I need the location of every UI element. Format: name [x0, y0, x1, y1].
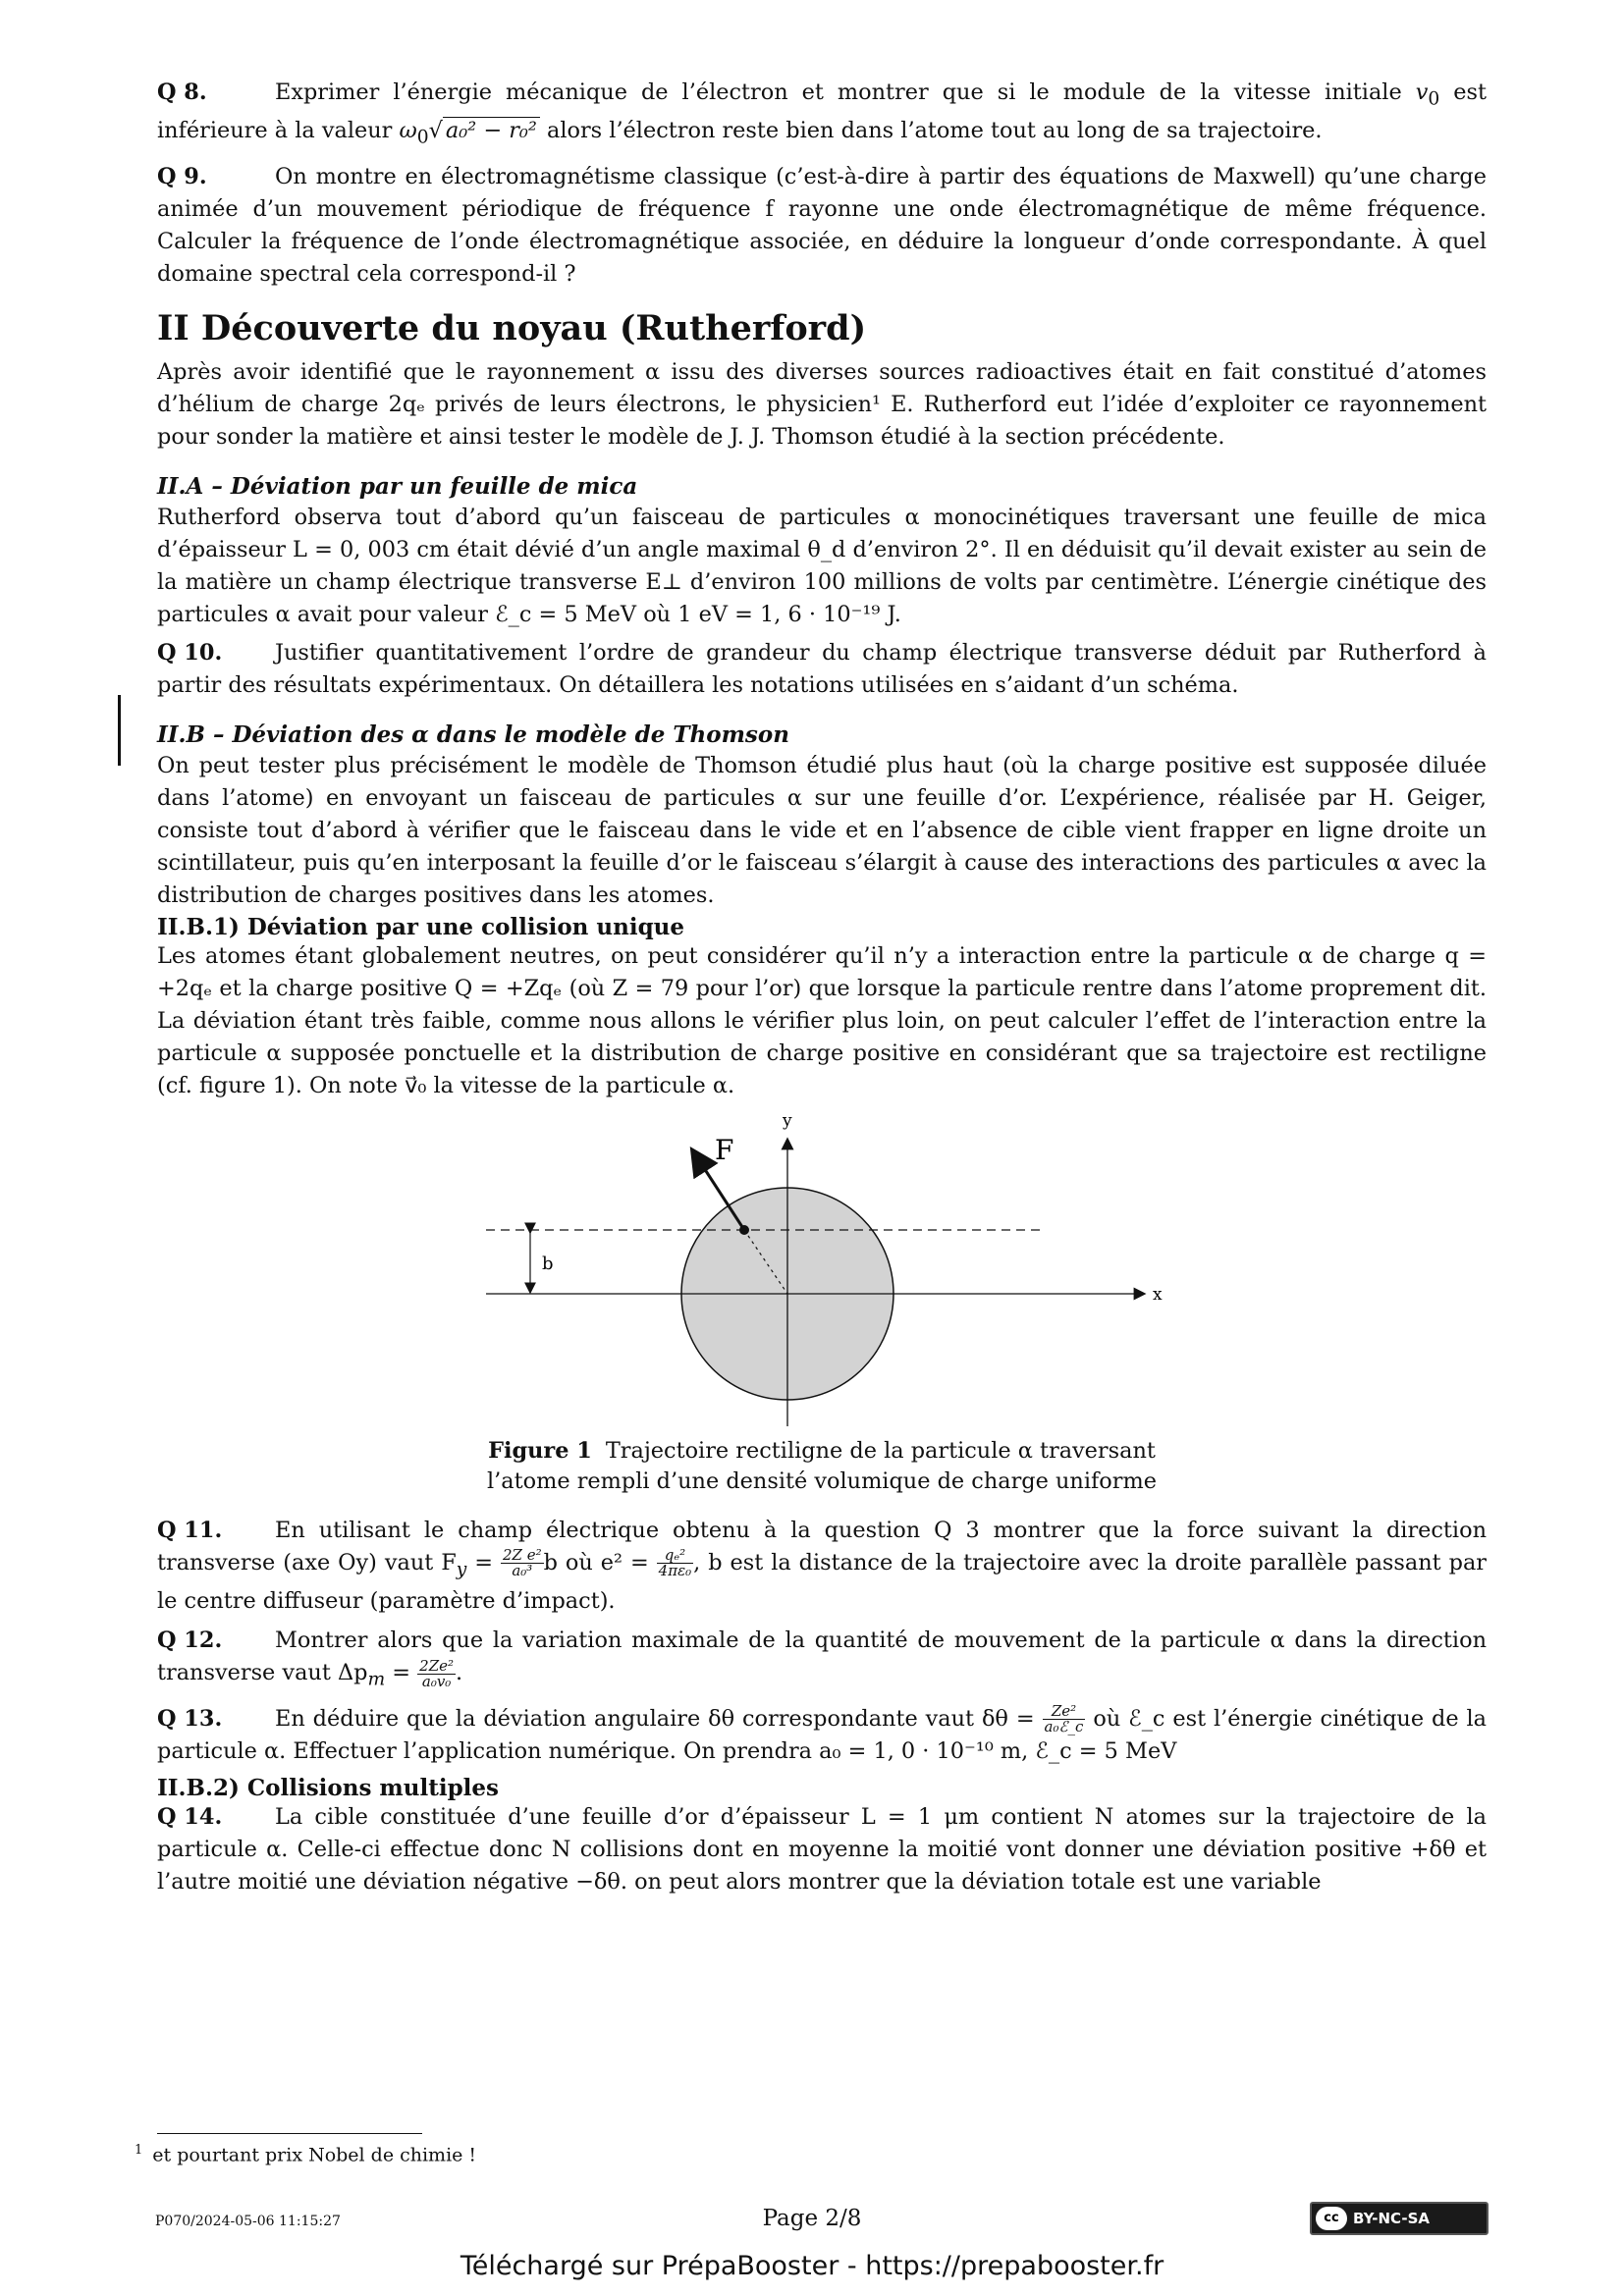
license-label: BY-NC-SA [1353, 2210, 1431, 2227]
question-text: En déduire que la déviation angulaire δθ correspondante vaut δθ = [275, 1705, 1043, 1732]
footnote-rule [157, 2133, 422, 2134]
question-text: alors l’électron reste bien dans l’atome tout au long de sa trajectoire. [539, 118, 1323, 144]
y-axis-label: y [783, 1111, 792, 1131]
section-title: II Découverte du noyau (Rutherford) [157, 307, 867, 348]
document-id: P070/2024-05-06 11:15:27 [155, 2214, 341, 2229]
math-v0: v [1415, 80, 1429, 105]
question-text: Montrer alors que la variation maximale de la quantité de mouvement de la particule α dans la direction transverse vaut Δp [157, 1628, 1487, 1686]
x-axis-label: x [1153, 1284, 1163, 1305]
fraction-numerator: 2Ze² [419, 1656, 455, 1675]
subsection-title: II.B – Déviation des α dans le modèle de Thomson [157, 721, 789, 748]
fraction [417, 1656, 456, 1690]
question-11 [157, 1515, 1487, 1618]
question-label: Q 9. [157, 163, 207, 189]
fraction-numerator: qₑ² [657, 1548, 693, 1564]
question-14 [157, 1801, 1487, 1898]
fraction [1043, 1704, 1086, 1735]
footnote [135, 2143, 476, 2165]
question-text: On montre en électromagnétisme classique (c’est-à-dire à partir des équations de Maxwell) qu’une charge animée d’un mouvement périodique de fréquence f rayonne une onde électromagnétique de même fréquence. Calculer la fréquence de l’onde électromagnétique associée, en déduire la longueur d’onde correspondante. À quel domaine spectral cela correspond-il ? [157, 163, 1487, 287]
section-intro: Après avoir identifié que le rayonnement α issu des diverses sources radioactives était en fait constitué d’atomes d’hélium de charge 2qₑ privés de leurs électrons, le physicien¹ E. Rutherford eut l’idée d’exploiter ce rayonnement pour sonder la matière et ainsi tester le modèle de J. J. Thomson étudié à la section précédente. [157, 358, 1487, 450]
subsubsection-text: Les atomes étant globalement neutres, on peut considérer qu’il n’y a interaction entre la particule α de charge q = +2qₑ et la charge positive Q = +Zqₑ (où Z = 79 pour l’or) que lorsque la particule rentre dans l’atome proprement dit. La déviation étant très faible, comme nous allons le vérifier plus loin, on peut calculer l’effet de l’interaction entre la particule α supposée ponctuelle et la distribution de charge positive en considérant que sa trajectoire est rectiligne (cf. figure 1). On note v⃗₀ la vitesse de la particule α. [157, 942, 1487, 1098]
math-omega: ω [399, 118, 417, 144]
question-text: . [456, 1660, 463, 1686]
sqrt-body: a₀² − r₀² [443, 117, 540, 143]
question-13 [157, 1703, 1487, 1768]
change-bar [118, 695, 121, 766]
caption-line: Trajectoire rectiligne de la particule α traversant [605, 1437, 1156, 1464]
question-label: Q 14. [157, 1803, 223, 1830]
question-label: Q 13. [157, 1705, 223, 1732]
figure-number: Figure 1 [488, 1437, 592, 1464]
impact-parameter-label: b [542, 1253, 554, 1274]
question-label: Q 8. [157, 80, 207, 105]
sqrt-symbol: √ [428, 118, 443, 144]
subscript: 0 [416, 127, 429, 148]
question-text: Justifier quantitativement l’ordre de grandeur du champ électrique transverse déduit par Rutherford à partir des résultats expérimentaux. On détaillera les notations utilisées en s’aidant d’un schéma. [157, 639, 1487, 698]
force-label: F [715, 1133, 734, 1166]
footnote-text: et pourtant prix Nobel de chimie ! [152, 2144, 477, 2166]
question-text: où ℰ_c est l’énergie cinétique de la particule α. Effectuer l’application numérique. On prendra a₀ = 1, 0 · 10⁻¹⁰ m, ℰ_c = 5 MeV [157, 1705, 1487, 1764]
fraction-denominator: a₀ℰ_c [1044, 1718, 1084, 1736]
math-equals: = [385, 1660, 418, 1686]
figure-diagram [157, 1112, 1487, 1426]
question-9 [157, 161, 1487, 291]
question-label: Q 12. [157, 1628, 223, 1654]
math-equals: = [466, 1549, 501, 1575]
subsection-title: II.A – Déviation par un feuille de mica [157, 472, 638, 500]
license-badge[interactable] [1310, 2202, 1489, 2235]
subscript: m [367, 1669, 386, 1690]
cc-icon: cc [1316, 2207, 1347, 2230]
question-label: Q 10. [157, 639, 223, 666]
question-10 [157, 637, 1487, 702]
question-label: Q 11. [157, 1517, 223, 1543]
fraction [501, 1548, 544, 1578]
question-text: b où e² = [543, 1549, 657, 1575]
question-text: est inférieure à la valeur [157, 80, 1487, 144]
question-text: En utilisant le champ électrique obtenu à la question Q 3 montrer que la force suivant la direction transverse (axe Oy) vaut F [157, 1517, 1487, 1575]
figure-caption [157, 1436, 1487, 1497]
footnote-mark: 1 [135, 2143, 143, 2158]
fraction-denominator: a₀v₀ [421, 1672, 452, 1690]
fraction [657, 1548, 693, 1578]
fraction-denominator: a₀³ [512, 1562, 533, 1580]
figure-1 [157, 1112, 1487, 1505]
fraction-numerator: Ze² [1043, 1704, 1086, 1720]
question-text: , b est la distance de la trajectoire avec la droite parallèle passant par le centre diffuseur (paramètre d’impact). [157, 1549, 1488, 1615]
subsection-text: Rutherford observa tout d’abord qu’un faisceau de particules α monocinétiques traversant une feuille de mica d’épaisseur L = 0, 003 cm était dévié d’un angle maximal θ_d d’environ 2°. Il en déduisit qu’il devait exister au sein de la matière un champ électrique transverse E⊥ d’environ 100 millions de volts par centimètre. L’énergie cinétique des particules α avait pour valeur ℰ_c = 5 MeV où 1 eV = 1, 6 · 10⁻¹⁹ J. [157, 504, 1487, 627]
question-text: La cible constituée d’une feuille d’or d’épaisseur L = 1 μm contient N atomes sur la trajectoire de la particule α. Celle-ci effectue donc N collisions dont en moyenne la moitié vont donner une déviation positive +δθ et l’autre moitié une déviation négative −δθ. on peut alors montrer que la déviation totale est une variable [157, 1803, 1487, 1895]
question-8 [157, 77, 1487, 154]
subsubsection-title: II.B.1) Déviation par une collision unique [157, 913, 685, 940]
subscript: 0 [1428, 88, 1440, 110]
download-source[interactable]: Téléchargé sur PrépaBooster - https://prepabooster.fr [460, 2251, 1164, 2281]
fraction-numerator: 2Z e² [503, 1546, 542, 1565]
question-text: Exprimer l’énergie mécanique de l’électron et montrer que si le module de la vitesse initiale [275, 80, 1416, 105]
question-12 [157, 1625, 1487, 1695]
subscript: y [456, 1559, 467, 1580]
subsection-text: On peut tester plus précisément le modèle de Thomson étudié plus haut (où la charge positive est supposée diluée dans l’atome) en envoyant un faisceau de particules α sur une feuille d’or. L’expérience, réalisée par H. Geiger, consiste tout d’abord à vérifier que le faisceau dans le vide et en l’absence de cible vient frapper en ligne droite un scintillateur, puis qu’en interposant la feuille d’or le faisceau s’élargit à cause des interactions des particules α avec la distribution de charges positives dans les atomes. [157, 752, 1487, 908]
fraction-denominator: 4πε₀ [658, 1562, 692, 1580]
caption-line: l’atome rempli d’une densité volumique de charge uniforme [487, 1468, 1157, 1494]
page-content [157, 77, 1487, 1905]
page-number: Page 2/8 [762, 2206, 862, 2231]
subsubsection-title: II.B.2) Collisions multiples [157, 1774, 499, 1801]
